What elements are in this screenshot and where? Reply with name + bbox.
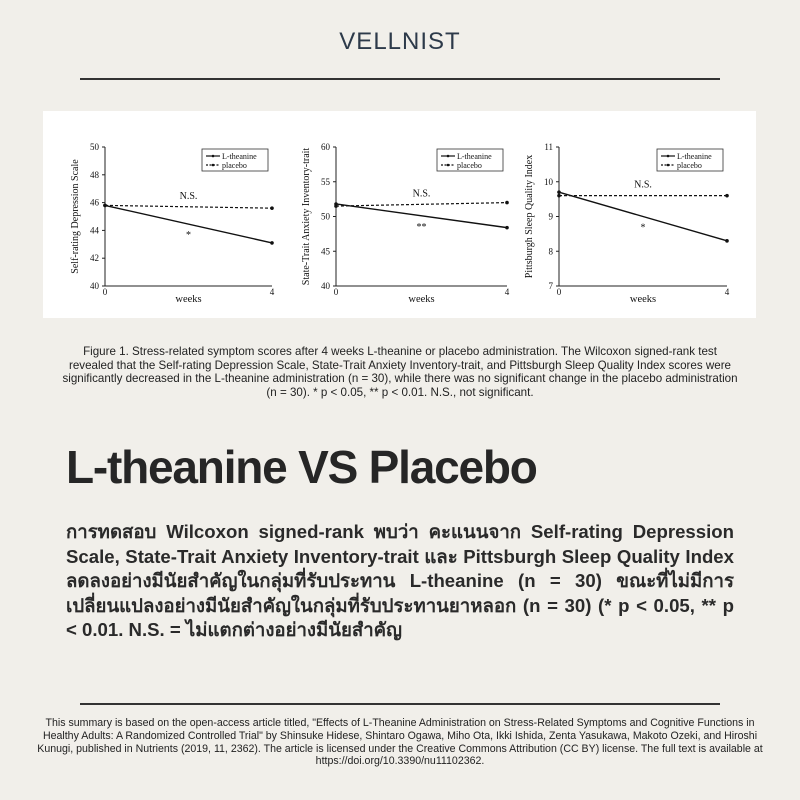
data-point — [725, 194, 729, 198]
data-point — [557, 194, 561, 198]
legend-marker — [212, 155, 215, 158]
y-tick-label: 60 — [321, 142, 330, 152]
data-point — [334, 204, 338, 208]
x-tick-label: 0 — [333, 287, 339, 297]
brand-logo: VELLNIST — [339, 28, 461, 55]
legend-label: placebo — [222, 161, 247, 170]
data-point — [505, 201, 509, 205]
y-tick-label: 50 — [90, 142, 99, 152]
y-tick-label: 40 — [90, 281, 99, 291]
x-axis-label: weeks — [408, 294, 435, 305]
y-tick-label: 40 — [321, 281, 330, 291]
data-point — [270, 241, 274, 245]
data-point — [505, 226, 509, 230]
legend-marker — [667, 155, 670, 158]
x-tick-label: 4 — [504, 287, 510, 297]
legend-label: placebo — [457, 161, 482, 170]
x-axis-label: weeks — [629, 294, 657, 305]
y-axis-label: State-Trait Anxiety Inventory-trait — [301, 147, 312, 286]
annotation-significance: * — [186, 230, 191, 242]
chart-sleep — [516, 111, 756, 318]
y-tick-label: 42 — [90, 253, 99, 264]
bottom-divider — [80, 703, 720, 705]
y-tick-label: 45 — [321, 246, 330, 257]
annotation-significance: * — [640, 222, 646, 234]
data-point — [103, 204, 107, 208]
x-tick-label: 4 — [269, 287, 275, 297]
data-point — [270, 206, 274, 210]
series-line-placebo — [336, 203, 507, 206]
y-tick-label: 44 — [90, 225, 99, 236]
figure-caption: Figure 1. Stress-related symptom scores after 4 weeks L-theanine or placebo administration. The Wilcoxon signed-rank test revealed that the Self-rating Depression Scale, State-Trait Anxiety Inventory-trait, and Pittsburgh Sleep Quality Index scores were significantly decreased in the L-theanine administration (n = 30), while there was no significant change in the placebo administration (n = 30). * p < 0.05, ** p < 0.01. N.S., not significant. — [62, 345, 738, 399]
x-tick-label: 4 — [724, 287, 730, 297]
x-tick-label: 0 — [102, 287, 108, 297]
legend-label: L-theanine — [222, 152, 257, 161]
legend-label: L-theanine — [677, 152, 712, 161]
y-tick-label: 9 — [548, 211, 553, 222]
legend-label: placebo — [677, 161, 702, 170]
legend-marker — [447, 164, 450, 167]
legend-marker — [447, 155, 450, 158]
headline: L-theanine VS Placebo — [66, 441, 537, 493]
y-tick-label: 50 — [321, 211, 330, 222]
y-tick-label: 8 — [548, 246, 553, 257]
y-tick-label: 46 — [90, 197, 99, 208]
data-point — [557, 190, 561, 194]
y-tick-label: 11 — [544, 142, 553, 152]
annotation-significance: ** — [416, 221, 427, 233]
annotation-ns: N.S. — [179, 190, 198, 202]
series-line-placebo — [105, 205, 272, 208]
y-tick-label: 7 — [548, 281, 553, 291]
source-footnote: This summary is based on the open-access article titled, "Effects of L-Theanine Administration on Stress-Related Symptoms and Cognitive Functions in Healthy Adults: A Randomized Controlled Trial" by Shinsuke Hidese, Shintaro Ogawa, Miho Ota, Ikki Ishida, Zenta Yasukawa, Makoto Ozeki, and Hiroshi Kunugi, published in Nutrients (2019, 11, 2362). The article is licensed under the Creative Commons Attribution (CC BY) license. The full text is available at https://doi.org/10.3390/nu11102362. — [37, 717, 763, 768]
data-point — [725, 239, 729, 243]
chart-depression — [43, 111, 278, 318]
y-tick-label: 10 — [544, 176, 553, 187]
y-axis-label: Pittsburgh Sleep Quality Index — [524, 154, 535, 279]
chart-anxiety — [278, 111, 513, 318]
annotation-ns: N.S. — [412, 188, 431, 200]
legend-marker — [667, 164, 670, 167]
legend-marker — [212, 164, 215, 167]
annotation-ns: N.S. — [634, 179, 652, 191]
summary-text: การทดสอบ Wilcoxon signed-rank พบว่า คะแนนจาก Self-rating Depression Scale, State-Trait Anxiety Inventory-trait และ Pittsburgh Sleep Quality Index ลดลงอย่างมีนัยสำคัญในกลุ่มที่รับประทาน L-theanine (n = 30) ขณะที่ไม่มีการเปลี่ยนแปลงอย่างมีนัยสำคัญในกลุ่มที่รับประทานยาหลอก (n = 30) (* p < 0.05, ** p < 0.01. N.S. = ไม่แตกต่างอย่างมีนัยสำคัญ — [66, 521, 734, 640]
y-tick-label: 48 — [90, 169, 99, 180]
figure-panel — [43, 111, 756, 318]
x-axis-label: weeks — [175, 294, 202, 305]
y-axis-label: Self-rating Depression Scale — [70, 159, 81, 274]
x-tick-label: 0 — [556, 287, 562, 297]
legend-label: L-theanine — [457, 152, 492, 161]
y-tick-label: 55 — [321, 176, 330, 187]
series-line-l-theanine — [559, 192, 727, 241]
top-divider — [80, 78, 720, 80]
